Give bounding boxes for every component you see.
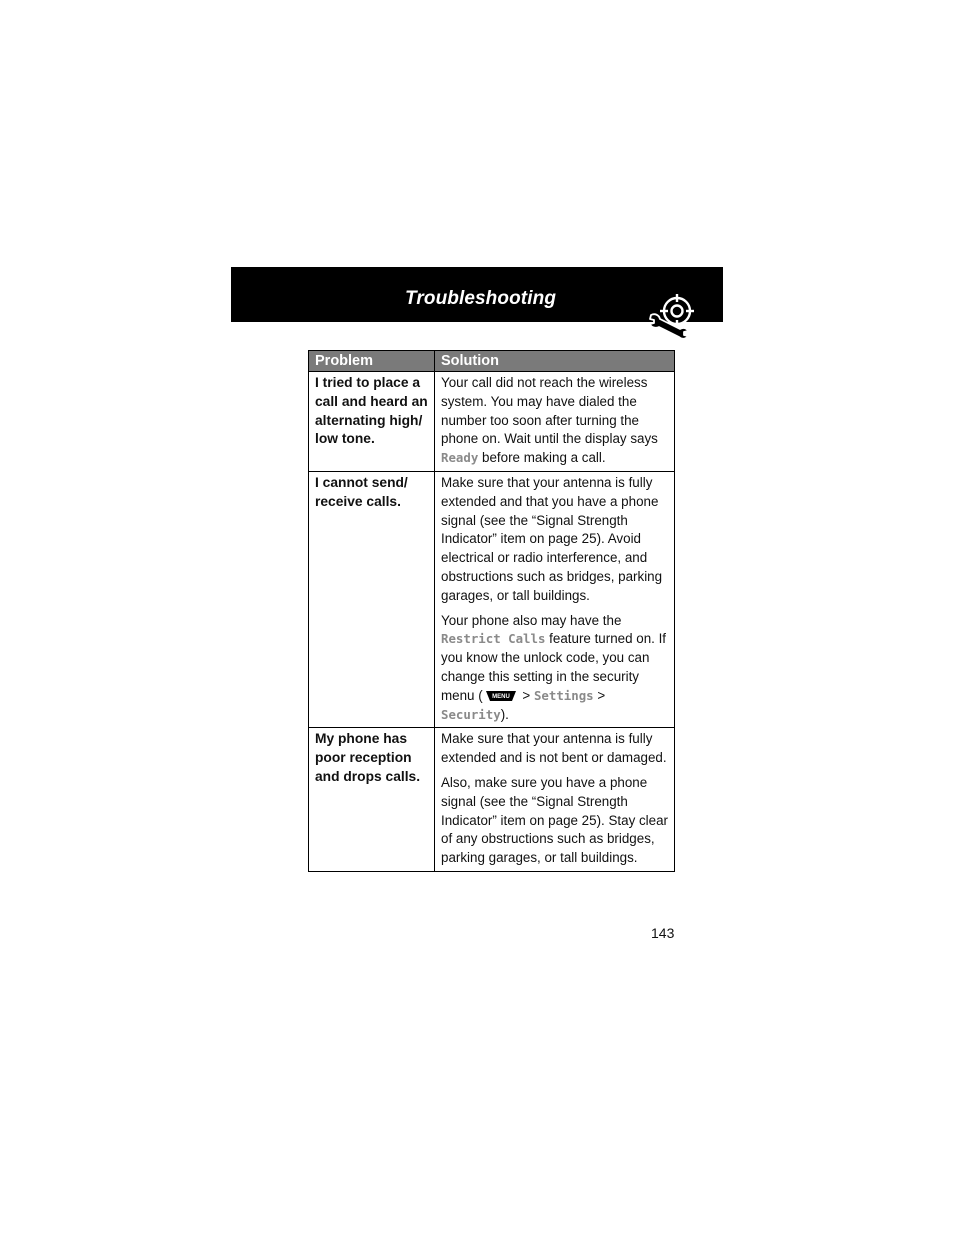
text-run: feature turned on. If you know the unlock code, you can change this setting in the security menu ( bbox=[441, 631, 667, 703]
table-row bbox=[309, 471, 675, 727]
section-title: Troubleshooting bbox=[405, 288, 557, 309]
problem-cell: I cannot send/ receive calls. bbox=[309, 471, 435, 727]
text-run: Your phone also may have the bbox=[441, 612, 622, 628]
text-run: before making a call. bbox=[478, 450, 606, 466]
text-run: > bbox=[518, 687, 534, 703]
text-run: > bbox=[593, 687, 606, 703]
solution-text: Make sure that your antenna is fully extended and that you have a phone signal (see the “Signal Strength Indicator” item on page 25). Avoid electrical or radio interference, and obstructions such as bridges, parking garages, or tall buildings. bbox=[441, 474, 663, 603]
solution-cell bbox=[435, 372, 675, 472]
solution-text: Make sure that your antenna is fully extended and is not bent or damaged. bbox=[441, 731, 667, 766]
solution-text bbox=[441, 374, 668, 468]
menu-key-icon bbox=[485, 690, 517, 702]
display-text-restrict-calls: Restrict Calls bbox=[441, 631, 546, 647]
display-text-ready: Ready bbox=[441, 450, 479, 466]
table-header-row bbox=[309, 351, 675, 372]
troubleshooting-table bbox=[308, 350, 675, 872]
column-header-problem: Problem bbox=[309, 351, 435, 372]
problem-cell: My phone has poor reception and drops calls. bbox=[309, 728, 435, 872]
text-run: ). bbox=[500, 706, 509, 722]
solution-cell bbox=[435, 471, 675, 727]
text-run: Your call did not reach the wireless system. You may have dialed the number too soon after turning the phone on. Wait until the display says bbox=[441, 375, 658, 447]
display-text-settings: Settings bbox=[533, 687, 594, 703]
table-row bbox=[309, 728, 675, 872]
column-header-solution: Solution bbox=[435, 351, 675, 372]
solution-text: Also, make sure you have a phone signal (see the “Signal Strength Indicator” item on page 25). Stay clear of any obstructions such as bridges, parking garages, or tall buildings. bbox=[441, 774, 669, 866]
svg-text:MENU: MENU bbox=[491, 694, 510, 701]
solution-text bbox=[441, 612, 668, 725]
problem-cell: I tried to place a call and heard an alternating high/ low tone. bbox=[309, 372, 435, 472]
display-text-security: Security bbox=[441, 706, 501, 722]
wrench-target-icon bbox=[647, 291, 697, 341]
solution-cell bbox=[435, 728, 675, 872]
section-header bbox=[231, 267, 723, 322]
page-number: 143 bbox=[651, 925, 675, 941]
table-row bbox=[309, 372, 675, 472]
